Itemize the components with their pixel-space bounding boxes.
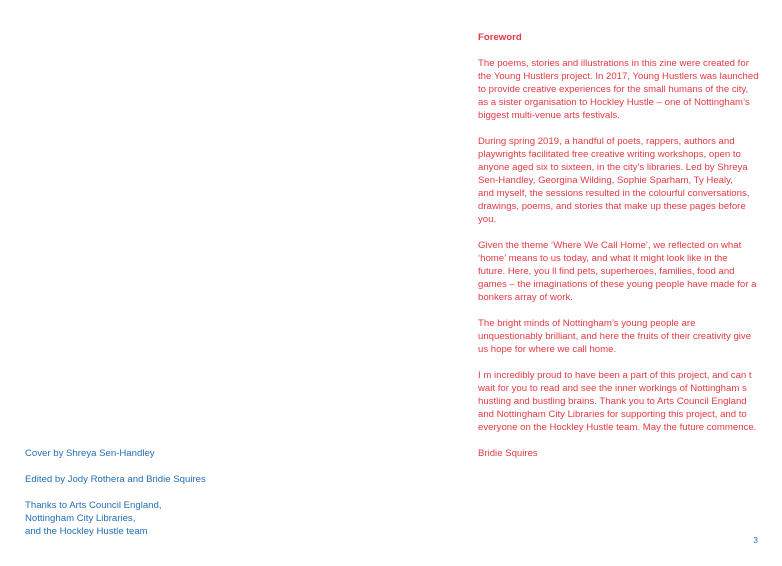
text-line: us hope for where we call home. [478, 344, 617, 355]
text-line: playwrights facilitated free creative writing workshops, open to [478, 149, 741, 160]
text-line: Sen-Handley, Georgina Wilding, Sophie Sparham, Ty Healy, [478, 175, 733, 186]
foreword-heading: Foreword [478, 32, 522, 43]
text-line: hustling and bustling brains. Thank you to Arts Council England [478, 396, 747, 407]
text-line: During spring 2019, a handful of poets, rappers, authors and [478, 136, 735, 147]
text-line: unquestionably brilliant, and here the fruits of their creativity give [478, 331, 752, 342]
text-line: drawings, poems, and stories that make up these pages before [478, 201, 746, 212]
text-line: anyone aged six to sixteen, in the city’s libraries. Led by Shreya [478, 162, 748, 173]
text-line: to provide creative experiences for the small humans of the city, [478, 84, 749, 95]
thanks-credit [25, 499, 325, 538]
text-line: The bright minds of Nottingham’s young people are [478, 318, 696, 329]
text-line: biggest multi-venue arts festivals. [478, 110, 620, 121]
text-line: Given the theme ‘Where We Call Home’, we reflected on what [478, 240, 742, 251]
credits-block [25, 447, 325, 538]
editor-credit: Edited by Jody Rothera and Bridie Squires [25, 474, 206, 485]
text-line: games – the imaginations of these young people have made for a [478, 279, 757, 290]
thanks-line: Nottingham City Libraries, [25, 513, 136, 524]
foreword-paragraph [478, 239, 762, 304]
text-line: The poems, stories and illustrations in this zine were created for [478, 58, 749, 69]
text-line: as a sister organisation to Hockley Hustle – one of Nottingham’s [478, 97, 750, 108]
thanks-line: and the Hockley Hustle team [25, 526, 148, 537]
foreword-signature: Bridie Squires [478, 448, 538, 459]
text-line: the Young Hustlers project. In 2017, Young Hustlers was launched [478, 71, 759, 82]
foreword-paragraph [478, 57, 762, 122]
text-line: future. Here, you ll find pets, superheroes, families, food and [478, 266, 735, 277]
text-line: wait for you to read and see the inner workings of Nottingham s [478, 383, 747, 394]
foreword-paragraph [478, 135, 762, 226]
text-line: you. [478, 214, 497, 225]
page-number: 3 [753, 535, 758, 545]
right-page [391, 0, 782, 566]
text-line: everyone on the Hockley Hustle team. May the future commence. [478, 422, 757, 433]
text-line: and myself, the sessions resulted in the colourful conversations, [478, 188, 750, 199]
foreword-paragraph [478, 317, 762, 356]
cover-credit: Cover by Shreya Sen-Handley [25, 448, 155, 459]
foreword-paragraph [478, 369, 762, 434]
text-line: I m incredibly proud to have been a part of this project, and can t [478, 370, 752, 381]
text-line: and Nottingham City Libraries for supporting this project, and to [478, 409, 747, 420]
text-line: bonkers array of work. [478, 292, 573, 303]
text-line: ‘home’ means to us today, and what it might look like in the [478, 253, 728, 264]
foreword [478, 31, 762, 473]
thanks-line: Thanks to Arts Council England, [25, 500, 162, 511]
